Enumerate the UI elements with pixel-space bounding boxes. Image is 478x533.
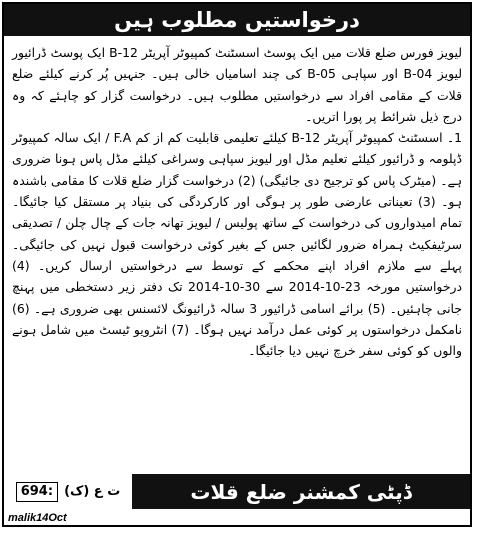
ad-footer [4,474,470,525]
ad-title: درخواستیں مطلوب ہیں [4,4,470,36]
intro-paragraph: لیویز فورس ضلع قلات میں ایک پوسٹ اسسٹنٹ کمپیوٹر آپریٹر B-12 ایک پوسٹ ڈرائیور لیویز B-04 اور سپاہی B-05 کی چند اسامیاں خالی ہیں۔ جنہیں پُر کرنے کیلئے ضلع قلات کے مقامی افراد سے درخواستیں مطلوب ہیں۔ درخواست گزار کو چاہئے کہ وہ درج ذیل شرائط پر پورا اتریں۔ [12,45,462,124]
issuer-name: ڈپٹی کمشنر ضلع قلات [132,474,470,509]
reference-box [4,474,132,509]
reference-number: 694: [16,482,58,502]
reference-code: ت ع (ک) [64,484,121,499]
ad-body [12,42,462,361]
advertisement [2,2,472,527]
conditions-paragraph: 1۔ اسسٹنٹ کمپیوٹر آپریٹر B-12 کیلئے تعلیمی قابلیت کم از کم F.A / ایک سالہ کمپیوٹر ڈپلومہ و ڈرائیور کیلئے تعلیم مڈل اور لیویز سپاہی وسراغی کیلئے مڈل پاس ہونا ضروری ہے۔ (میٹرک پاس کو ترجیح دی جائیگی) (2) درخواست گزار ضلع قلات کا مقامی باشندہ ہو۔ (3) تعیناتی عارضی طور پر ہوگی اور کارکردگی کی بنیاد پر مستقل کیا جائیگا۔ تمام امیدواروں کی درخواست کے ساتھ پولیس / لیویز تھانہ جات کے چال چلن / تصدیقی سرٹیفکیٹ ہمراہ ضرور لگائیں جس کے بغیر کوئی درخواست قبول نہیں کی جائیگی۔ پہلے سے ملازم افراد اپنے محکمے کے توسط سے درخواستیں ارسال کریں۔ (4) درخواستیں مورخہ 23-10-2014 سے 30-10-2014 تک دفتر زیر دستخطی میں پہنچ جانی چاہئیں۔ (5) برائے اسامی ڈرائیور 3 سالہ ڈرائیونگ لائسنس بھی ضروری ہے۔ (6) نامکمل درخواستوں پر کوئی عمل درآمد نہیں ہوگا۔ (7) انٹرویو ٹیسٹ میں شامل ہونے والوں کو کوئی سفر خرچ نہیں دیا جائیگا۔ [12,130,462,359]
agency-tag: malik14Oct [8,512,67,524]
